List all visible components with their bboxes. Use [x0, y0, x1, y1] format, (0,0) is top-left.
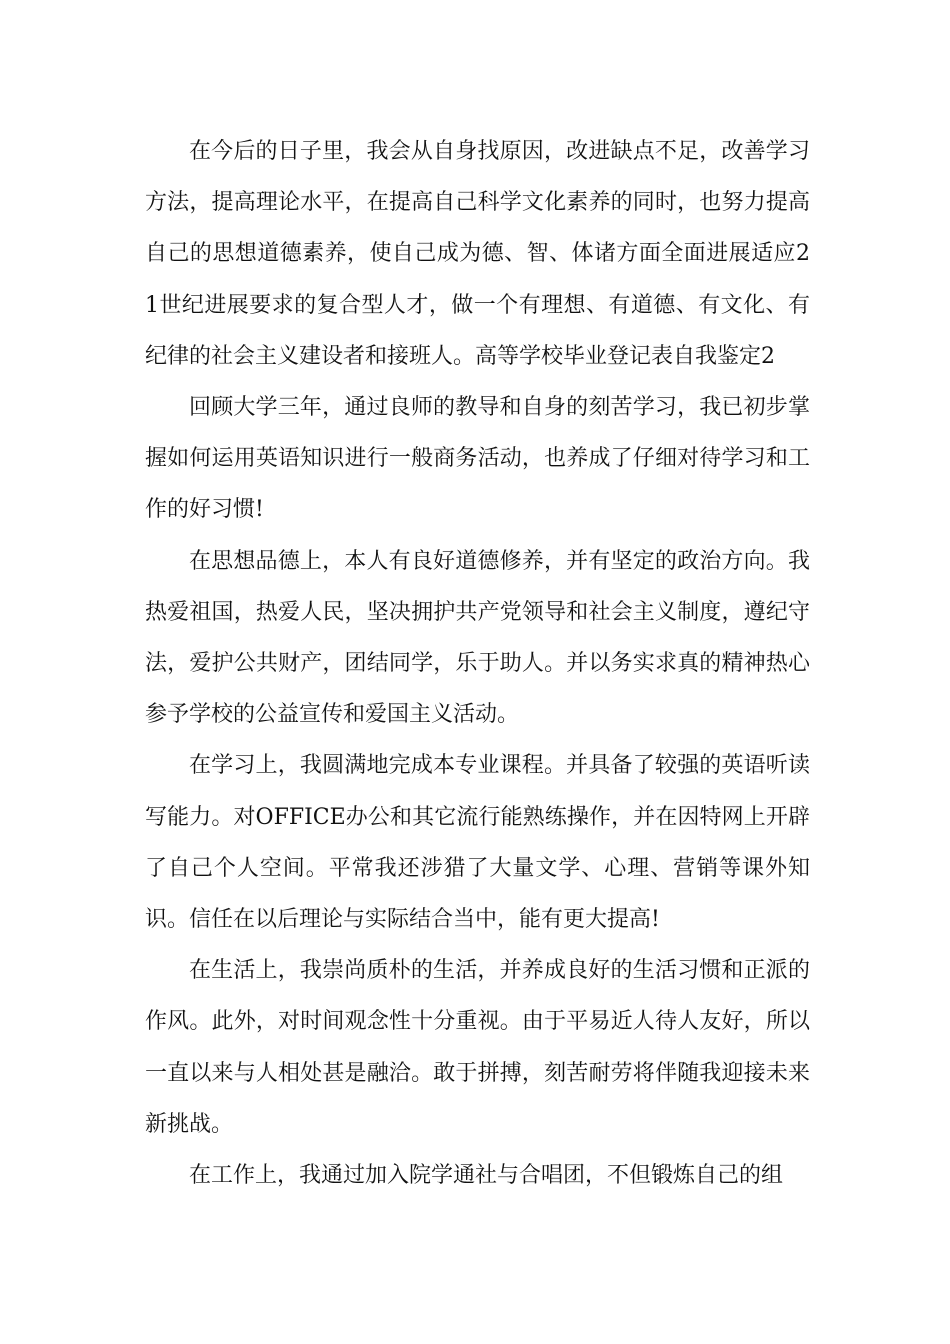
paragraph-future-plans: 在今后的日子里，我会从自身找原因，改进缺点不足，改善学习方法，提高理论水平，在提高自己科学文化素养的同时，也努力提高自己的思想道德素养，使自己成为德、智、体诸方面全面进展适应21世纪进展要求的复合型人才，做一个有理想、有道德、有文化、有纪律的社会主义建设者和接班人。高等学校毕业登记表自我鉴定2	[145, 139, 810, 369]
paragraph-ideology: 在思想品德上，本人有良好道德修养，并有坚定的政治方向。我热爱祖国，热爱人民，坚决拥护共产党领导和社会主义制度，遵纪守法，爱护公共财产，团结同学，乐于助人。并以务实求真的精神热心参予学校的公益宣传和爱国主义活动。	[145, 548, 810, 728]
paragraph-work: 在工作上，我通过加入院学通社与合唱团，不但锻炼自己的组	[189, 1163, 784, 1189]
paragraph-life: 在生活上，我崇尚质朴的生活，并养成良好的生活习惯和正派的作风。此外，对时间观念性十分重视。由于平易近人待人友好，所以一直以来与人相处甚是融洽。敢于拼搏，刻苦耐劳将伴随我迎接未来新挑战。	[145, 958, 810, 1137]
document-body	[145, 126, 810, 1201]
paragraph-review: 回顾大学三年，通过良师的教导和自身的刻苦学习，我已初步掌握如何运用英语知识进行一般商务活动，也养成了仔细对待学习和工作的好习惯!	[145, 395, 810, 523]
paragraph-study: 在学习上，我圆满地完成本专业课程。并具备了较强的英语听读写能力。对OFFICE办公和其它流行能熟练操作，并在因特网上开辟了自己个人空间。平常我还涉猎了大量文学、心理、营销等课外知识。信任在以后理论与实际结合当中，能有更大提高!	[145, 753, 810, 933]
